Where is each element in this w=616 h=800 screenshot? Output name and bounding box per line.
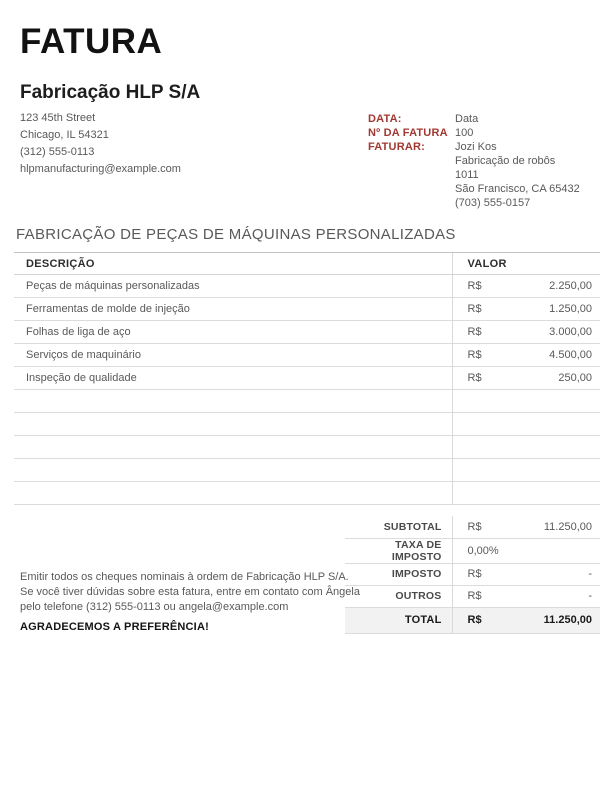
item-amount: 250,00 bbox=[512, 367, 600, 390]
table-row bbox=[14, 344, 600, 367]
table-header-row bbox=[14, 253, 600, 275]
totals-label: IMPOSTO bbox=[345, 563, 452, 585]
empty-table-row bbox=[14, 482, 600, 505]
item-amount: 2.250,00 bbox=[512, 275, 600, 298]
empty-table-row bbox=[14, 459, 600, 482]
item-description bbox=[14, 413, 452, 436]
total-row bbox=[345, 607, 600, 633]
totals-amount: 11.250,00 bbox=[512, 607, 600, 633]
address-line: 123 45th Street bbox=[20, 112, 96, 124]
meta-value: Data bbox=[455, 113, 479, 125]
totals-label: OUTROS bbox=[345, 585, 452, 607]
empty-table-row bbox=[14, 436, 600, 459]
item-currency bbox=[452, 436, 512, 459]
description-column-header: DESCRIÇÃO bbox=[14, 253, 452, 275]
address-line: (312) 555-0113 bbox=[20, 146, 95, 158]
item-description: Folhas de liga de aço bbox=[14, 321, 452, 344]
item-amount: 1.250,00 bbox=[512, 298, 600, 321]
table-row bbox=[14, 275, 600, 298]
meta-value: 100 bbox=[455, 127, 474, 139]
item-description bbox=[14, 482, 452, 505]
item-amount bbox=[512, 390, 600, 413]
meta-label-spacer bbox=[368, 196, 455, 210]
meta-value: (703) 555-0157 bbox=[455, 197, 531, 209]
item-description bbox=[14, 436, 452, 459]
line-items-body bbox=[14, 275, 600, 505]
item-amount bbox=[512, 482, 600, 505]
item-currency: R$ bbox=[452, 321, 512, 344]
totals-currency: R$ bbox=[452, 607, 512, 633]
page-title: FATURA bbox=[20, 22, 163, 61]
empty-table-row bbox=[14, 413, 600, 436]
meta-label-spacer bbox=[368, 154, 455, 168]
totals-row bbox=[345, 585, 600, 607]
totals-amount: 11.250,00 bbox=[512, 516, 600, 538]
item-description: Inspeção de qualidade bbox=[14, 367, 452, 390]
table-row bbox=[14, 298, 600, 321]
totals-label: TOTAL bbox=[345, 607, 452, 633]
company-name: Fabricação HLP S/A bbox=[20, 82, 201, 103]
section-title: FABRICAÇÃO DE PEÇAS DE MÁQUINAS PERSONALIZADAS bbox=[16, 226, 456, 243]
totals-row bbox=[345, 563, 600, 585]
payment-note bbox=[20, 570, 382, 615]
totals-table bbox=[345, 516, 600, 634]
item-amount bbox=[512, 413, 600, 436]
meta-label: FATURAR: bbox=[368, 141, 425, 153]
item-description bbox=[14, 459, 452, 482]
meta-value: São Francisco, CA 65432 bbox=[455, 183, 580, 195]
item-currency: R$ bbox=[452, 298, 512, 321]
address-line: Chicago, IL 54321 bbox=[20, 129, 109, 141]
totals-label: TAXA DE IMPOSTO bbox=[345, 538, 452, 563]
meta-label: DATA: bbox=[368, 113, 402, 125]
item-description bbox=[14, 390, 452, 413]
item-currency bbox=[452, 413, 512, 436]
value-column-header: VALOR bbox=[452, 253, 600, 275]
totals-currency: R$ bbox=[452, 516, 512, 538]
item-currency: R$ bbox=[452, 275, 512, 298]
address-line: hlpmanufacturing@example.com bbox=[20, 163, 181, 175]
meta-label-spacer bbox=[368, 168, 455, 182]
invoice-meta bbox=[368, 112, 580, 210]
totals-currency: R$ bbox=[452, 563, 512, 585]
meta-value: 1011 bbox=[455, 169, 479, 181]
totals-body bbox=[345, 516, 600, 633]
item-currency: R$ bbox=[452, 344, 512, 367]
item-amount: 4.500,00 bbox=[512, 344, 600, 367]
totals-amount bbox=[512, 538, 600, 563]
item-currency bbox=[452, 459, 512, 482]
note-line: Se você tiver dúvidas sobre esta fatura, entre em contato com Ângela pelo telefone (312) 555-0113 ou angela@example.com bbox=[20, 586, 360, 613]
item-amount bbox=[512, 459, 600, 482]
totals-row bbox=[345, 516, 600, 538]
item-amount bbox=[512, 436, 600, 459]
item-currency bbox=[452, 390, 512, 413]
line-items-table bbox=[14, 252, 600, 505]
item-description: Peças de máquinas personalizadas bbox=[14, 275, 452, 298]
totals-currency: 0,00% bbox=[452, 538, 512, 563]
totals-amount: - bbox=[512, 585, 600, 607]
item-currency: R$ bbox=[452, 367, 512, 390]
note-line: Emitir todos os cheques nominais à ordem de Fabricação HLP S/A. bbox=[20, 571, 349, 583]
meta-value: Jozi Kos bbox=[455, 141, 497, 153]
meta-value: Fabricação de robôs bbox=[455, 155, 556, 167]
meta-label: Nº DA FATURA bbox=[368, 127, 448, 139]
thanks-message: AGRADECEMOS A PREFERÊNCIA! bbox=[20, 621, 209, 633]
totals-row bbox=[345, 538, 600, 563]
table-row bbox=[14, 321, 600, 344]
totals-currency: R$ bbox=[452, 585, 512, 607]
company-address bbox=[20, 110, 181, 178]
item-currency bbox=[452, 482, 512, 505]
item-amount: 3.000,00 bbox=[512, 321, 600, 344]
item-description: Ferramentas de molde de injeção bbox=[14, 298, 452, 321]
meta-label-spacer bbox=[368, 182, 455, 196]
empty-table-row bbox=[14, 390, 600, 413]
totals-amount: - bbox=[512, 563, 600, 585]
table-row bbox=[14, 367, 600, 390]
item-description: Serviços de maquinário bbox=[14, 344, 452, 367]
totals-label: SUBTOTAL bbox=[345, 516, 452, 538]
